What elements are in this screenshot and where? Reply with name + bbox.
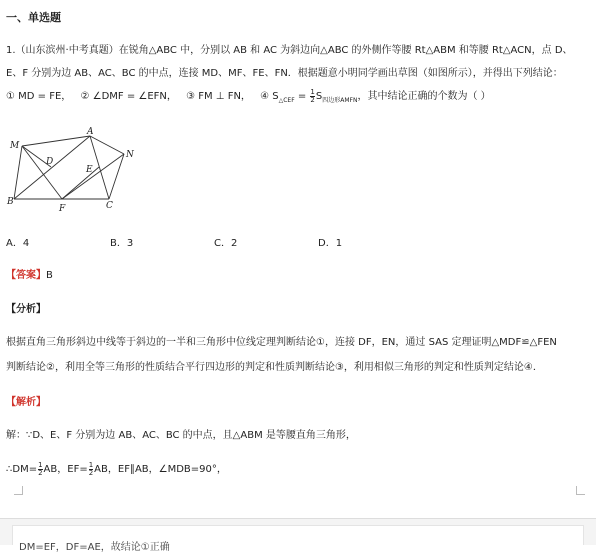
- solution-line-1: 解：∵D、E、F 分别为边 AB、AC、BC 的中点，且△ABM 是等腰直角三角形，: [6, 430, 356, 441]
- segment-fn: [62, 154, 124, 199]
- label-d: D: [46, 157, 54, 167]
- conclusion-1: ① MD = FE，: [6, 91, 72, 102]
- corner-mark: [576, 486, 585, 495]
- conclusion-4: ④ $S_{\triangle CEF}$ = $\frac{1}{2}$ $S_{四边形AMFN}$，其中结论正确的个数为（ ）: [260, 87, 491, 104]
- answer-value: B: [46, 270, 53, 281]
- question-line-2: E、F 分别为边 AB、AC、BC 的中点，连接 MD、MF、FE、FN．根据题意小明同学画出草图（如图所示），并得出下列结论：: [6, 68, 563, 79]
- fraction-half: $\frac{1}{2}$: [88, 460, 94, 477]
- analysis-tag: 【分析】: [6, 304, 46, 315]
- segment-mf: [22, 146, 62, 199]
- analysis-line-1: 根据直角三角形斜边中线等于斜边的一半和三角形中位线定理判断结论①，连接 DF，EN，通过 SAS 定理证明△MDF≌△FEN: [6, 337, 557, 348]
- segment-nc: [109, 154, 124, 199]
- answer-line: [6, 266, 53, 281]
- option-c[interactable]: C．2: [214, 238, 238, 249]
- conclusions-line: [6, 87, 491, 104]
- question-line-1: 1.（山东滨州·中考真题）在锐角△ABC 中，分别以 AB 和 AC 为斜边向△ABC 的外侧作等腰 Rt△ABM 和等腰 Rt△ACN，点 D、: [6, 45, 573, 56]
- segment-fe: [62, 167, 99, 199]
- next-page-text: DM=EF，DF=AE，故结论①正确: [19, 542, 170, 553]
- solution-tag: 【解析】: [6, 397, 46, 408]
- analysis-line-2: 判断结论②，利用全等三角形的性质结合平行四边形的判定和性质判断结论③，利用相似三角形的判定和性质判定结论④．: [6, 362, 543, 373]
- section-title: 一、单选题: [6, 11, 61, 24]
- segment-bm: [14, 146, 22, 199]
- next-page: [12, 525, 584, 553]
- label-m: M: [10, 141, 20, 151]
- answer-tag: 【答案】: [6, 270, 46, 281]
- corner-mark: [14, 486, 23, 495]
- geometry-figure: [6, 126, 146, 216]
- label-c: C: [106, 201, 113, 211]
- option-d[interactable]: D．1: [318, 238, 343, 249]
- label-b: B: [7, 197, 14, 207]
- fraction-half: $\frac{1}{2}$: [38, 460, 43, 477]
- label-e: E: [86, 165, 93, 175]
- fraction-half: $\frac{1}{2}$: [310, 87, 315, 104]
- label-n: N: [126, 150, 134, 160]
- segment-an: [90, 136, 124, 154]
- label-a: A: [87, 127, 94, 137]
- option-a[interactable]: A．4: [6, 238, 30, 249]
- solution-line-2: ∴DM= $\frac{1}{2}$ AB，EF= $\frac{1}{2}$ AB，EF∥AB，∠MDB=90°，: [6, 460, 227, 477]
- option-b[interactable]: B．3: [110, 238, 134, 249]
- label-f: F: [59, 204, 66, 214]
- page-separator: [0, 518, 596, 553]
- conclusion-3: ③ FM ⊥ FN，: [186, 91, 251, 102]
- conclusion-2: ② ∠DMF = ∠EFN，: [80, 91, 177, 102]
